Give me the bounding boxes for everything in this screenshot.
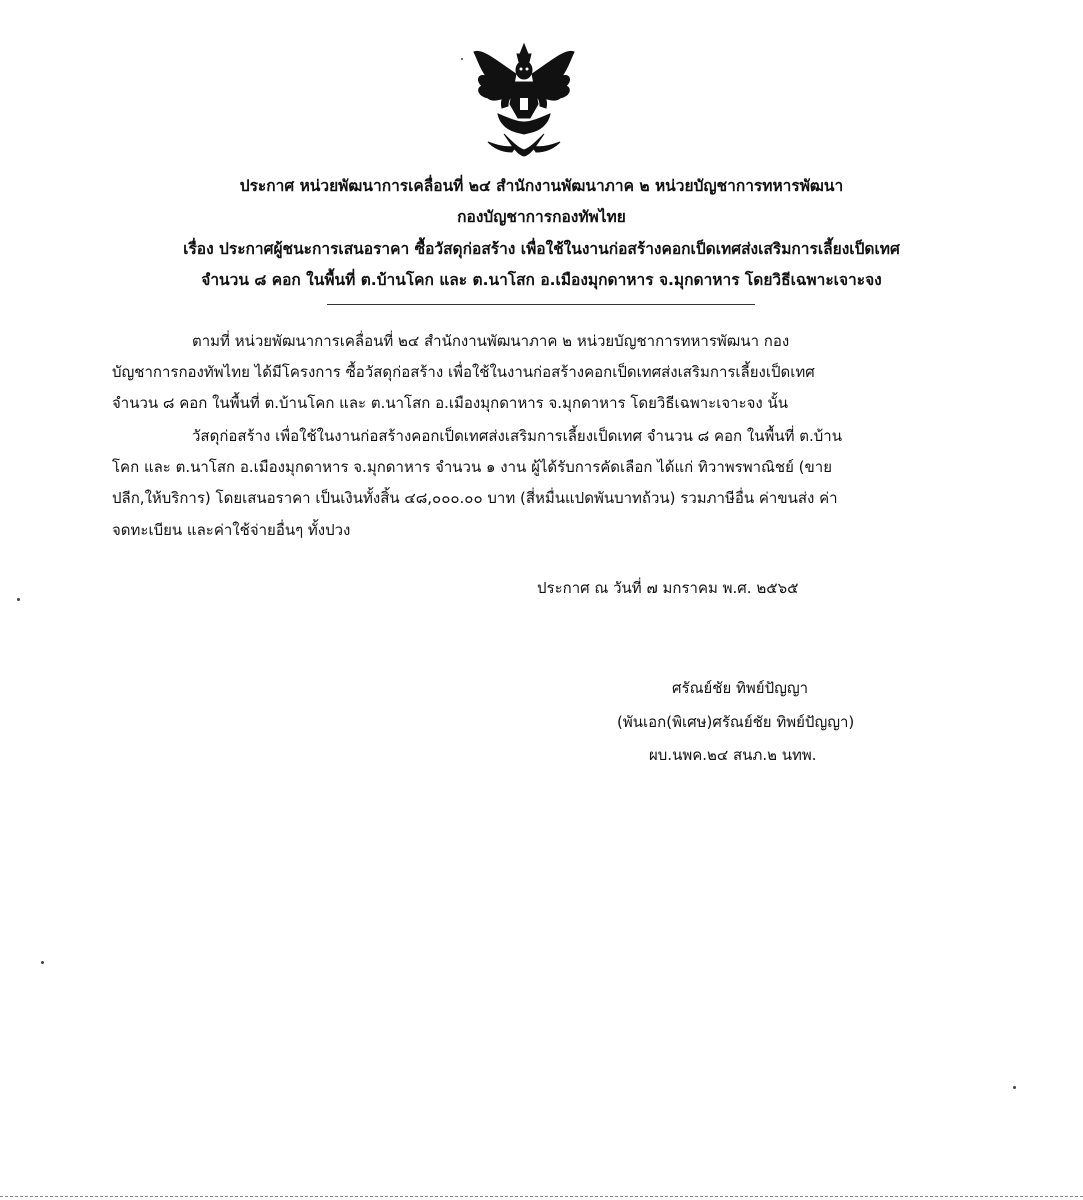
announcement-date: ประกาศ ณ วันที่ ๗ มกราคม พ.ศ. ๒๕๖๕ (537, 579, 799, 597)
title-line-1: ประกาศ หน่วยพัฒนาการเคลื่อนที่ ๒๔ สำนักงานพัฒนาภาค ๒ หน่วยบัญชาการทหารพัฒนา (239, 177, 844, 195)
title-line-2: กองบัญชาการกองทัพไทย (457, 208, 626, 226)
body-line-3: จำนวน ๘ คอก ในพื้นที่ ต.บ้านโคก และ ต.นาโสก อ.เมืองมุกดาหาร จ.มุกดาหาร โดยวิธีเฉพาะเจาะจง นั้น (112, 394, 788, 412)
body-line-7: จดทะเบียน และค่าใช้จ่ายอื่นๆ ทั้งปวง (112, 521, 351, 539)
subject-line-1: เรื่อง ประกาศผู้ชนะการเสนอราคา ซื้อวัสดุก่อสร้าง เพื่อใช้ในงานก่อสร้างคอกเป็ดเทศส่งเสริมการเลี้ยงเป็ดเทศ (183, 240, 900, 258)
body-line-5: โคก และ ต.นาโสก อ.เมืองมุกดาหาร จ.มุกดาหาร จำนวน ๑ งาน ผู้ได้รับการคัดเลือก ได้แก่ ทิวาพรพาณิชย์ (ขาย (112, 458, 832, 476)
scan-speck (1013, 1086, 1016, 1089)
body-line-4: วัสดุก่อสร้าง เพื่อใช้ในงานก่อสร้างคอกเป็ดเทศส่งเสริมการเลี้ยงเป็ดเทศ จำนวน ๘ คอก ในพื้นที่ ต.บ้าน (192, 427, 842, 445)
scan-speck (41, 961, 44, 964)
garuda-emblem-icon (468, 38, 580, 160)
scan-speck (461, 58, 463, 60)
signatory-full-name: (พันเอก(พิเศษ)ศรัณย์ชัย ทิพย์ปัญญา) (617, 713, 855, 731)
body-line-6: ปลีก,ให้บริการ) โดยเสนอราคา เป็นเงินทั้งสิ้น ๔๘,๐๐๐.๐๐ บาท (สี่หมื่นแปดพันบาทถ้วน) รวมภาษีอื่น ค่าขนส่ง ค่า (112, 489, 838, 507)
subject-line-2: จำนวน ๘ คอก ในพื้นที่ ต.บ้านโคก และ ต.นาโสก อ.เมืองมุกดาหาร จ.มุกดาหาร โดยวิธีเฉพาะเจาะจง (201, 271, 882, 289)
body-line-1: ตามที่ หน่วยพัฒนาการเคลื่อนที่ ๒๔ สำนักงานพัฒนาภาค ๒ หน่วยบัญชาการทหารพัฒนา กอง (192, 332, 790, 350)
title-divider (327, 304, 755, 305)
signature-name: ศรัณย์ชัย ทิพย์ปัญญา (672, 679, 809, 697)
body-line-2: บัญชาการกองทัพไทย ได้มีโครงการ ซื้อวัสดุก่อสร้าง เพื่อใช้ในงานก่อสร้างคอกเป็ดเทศส่งเสริมการเลี้ยงเป็ดเทศ (112, 363, 815, 381)
signatory-position: ผบ.นพค.๒๔ สนภ.๒ นทพ. (649, 746, 817, 764)
scan-speck (17, 598, 20, 601)
scan-edge-line (0, 1196, 1083, 1197)
